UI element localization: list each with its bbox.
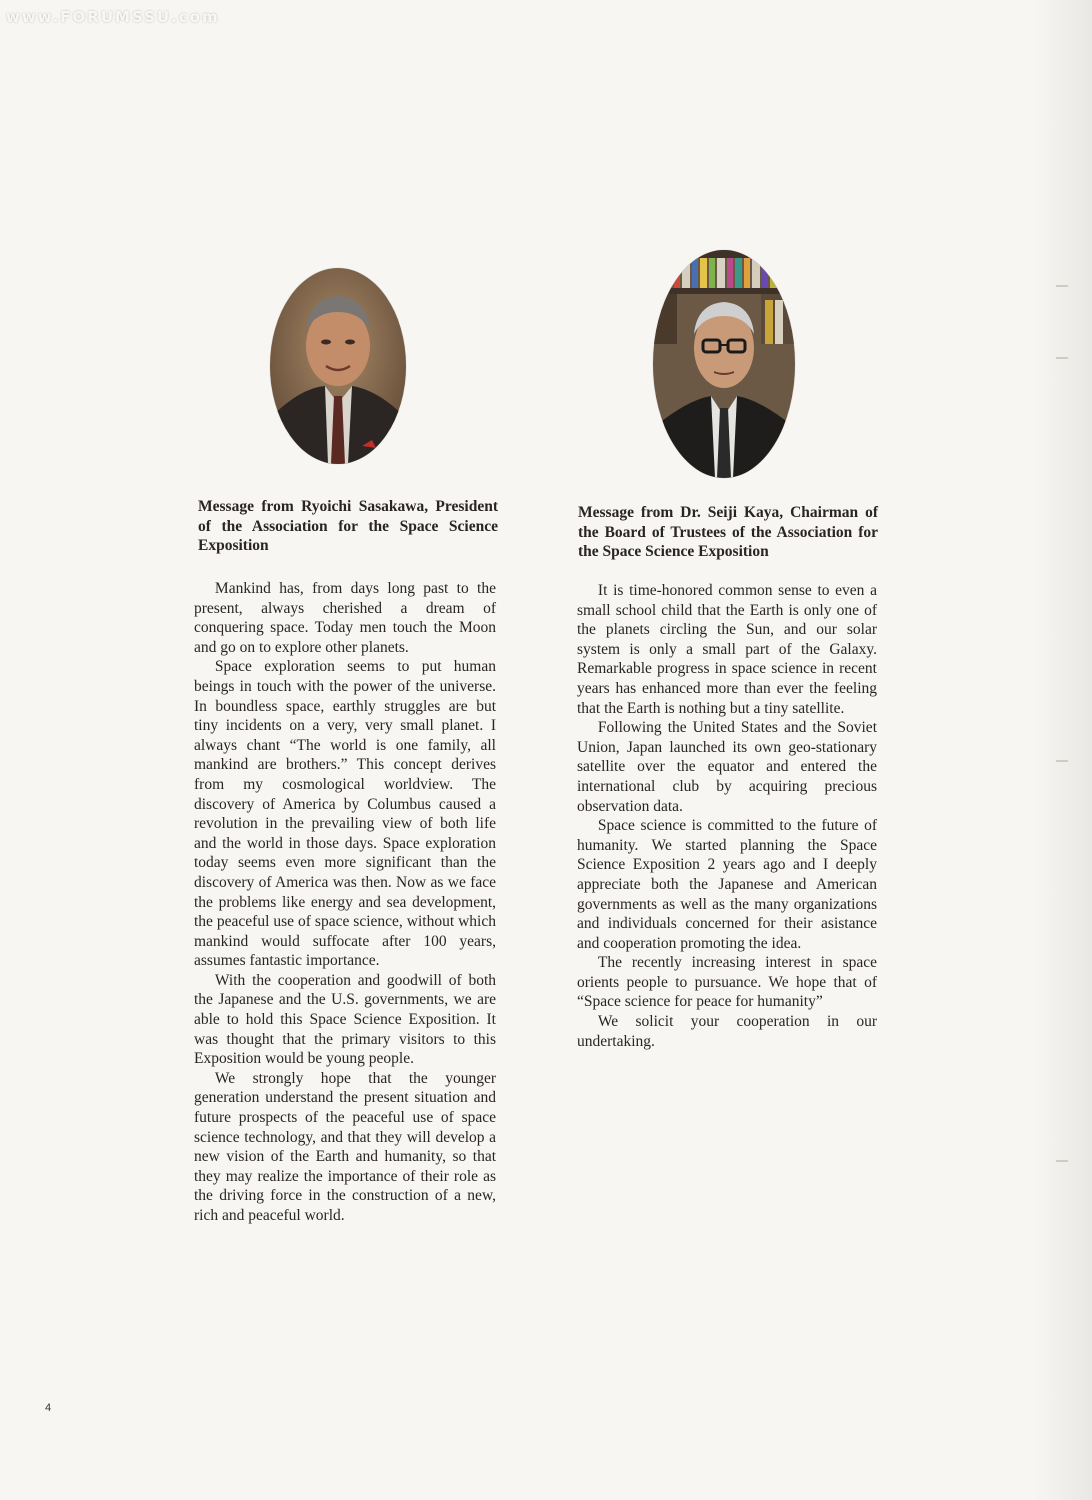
kaya-message-heading: Message from Dr. Seiji Kaya, Chairman of the Board of Trustees of the Association for the Space Science Exposition — [578, 504, 878, 560]
edge-mark — [1056, 1160, 1068, 1162]
portrait-kaya — [653, 250, 795, 478]
portrait-sasakawa — [270, 268, 406, 464]
kaya-message-body — [577, 581, 877, 1051]
sasakawa-message-body — [194, 579, 496, 1226]
sasakawa-message-heading: Message from Ryoichi Sasakawa, President of the Association for the Space Science Exposition — [198, 498, 498, 554]
paragraph: We solicit your cooperation in our undertaking. — [577, 1013, 877, 1050]
paragraph: Mankind has, from days long past to the present, always cherished a dream of conquering space. Today men touch the Moon and go on to explore other planets. — [194, 580, 496, 656]
paragraph: The recently increasing interest in space orients people to pursuance. We hope that of “Space science for peace for humanity” — [577, 954, 877, 1011]
paragraph: Space science is committed to the future of humanity. We started planning the Space Science Exposition 2 years ago and I deeply appreciate both the Japanese and American governments as well as the many organizations and individuals concerned for their asistance and cooperation promoting the idea. — [577, 817, 877, 952]
paragraph: Space exploration seems to put human beings in touch with the power of the universe. In boundless space, earthly struggles are but tiny incidents on a very, very small planet. I always chant “The world is one family, all mankind are brothers.” This concept derives from my cosmological worldview. The discovery of America by Columbus caused a revolution in the prevailing view of both life and the world in those days. Space exploration today seems even more significant than the discovery of America was then. Now as we face the problems like energy and sea development, the peaceful use of space science, without which mankind would suffocate after 100 years, assumes fantastic importance. — [194, 658, 496, 970]
paragraph: Following the United States and the Soviet Union, Japan launched its own geo-stationary satellite over the equator and entered the international club by acquiring precious observation data. — [577, 719, 877, 815]
paragraph: It is time-honored common sense to even a small school child that the Earth is only one of the planets circling the Sun, and our solar system is only a small part of the Galaxy. Remarkable progress in space science in recent years has enhanced more than ever the feeling that the Earth is nothing but a tiny satellite. — [577, 582, 877, 717]
watermark: www.FORUMSSU.com — [6, 8, 220, 26]
portrait-sasakawa-image — [270, 268, 406, 464]
edge-mark — [1056, 357, 1068, 359]
paragraph: With the cooperation and goodwill of both the Japanese and the U.S. governments, we are able to hold this Space Science Exposition. It was thought that the primary visitors to this Exposition would be young people. — [194, 971, 496, 1068]
portrait-kaya-image — [653, 250, 795, 478]
edge-mark — [1056, 760, 1068, 762]
page-edge-shadow — [1032, 0, 1092, 1500]
page-number: 4 — [45, 1402, 52, 1414]
edge-mark — [1056, 285, 1068, 287]
paragraph: We strongly hope that the younger generation understand the present situation and future prospects of the peaceful use of space science technology, and that they will develop a new vision of the Earth and humanity, so that they may realize the importance of their role as the driving force in the construction of a new, rich and peaceful world. — [194, 1069, 496, 1224]
